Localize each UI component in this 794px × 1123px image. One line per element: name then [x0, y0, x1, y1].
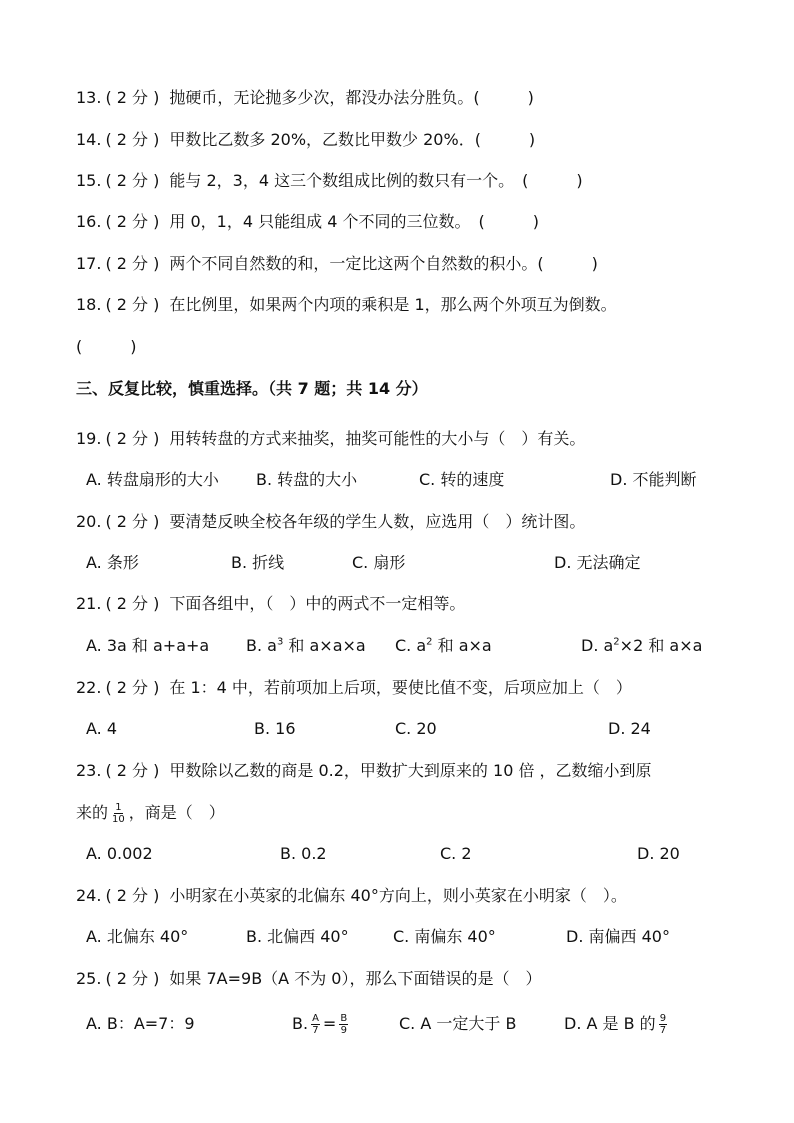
- option-a[interactable]: A. 转盘扇形的大小: [86, 470, 219, 489]
- question-text: 抛硬币，无论抛多少次，都没办法分胜负。( ): [169, 88, 534, 107]
- option-d[interactable]: D. 无法确定: [554, 553, 641, 572]
- option-a[interactable]: A. 0.002: [86, 844, 153, 863]
- question-score: ( 2 分 ): [105, 429, 160, 448]
- option-a[interactable]: A. 条形: [86, 553, 139, 572]
- option-b[interactable]: B. 转盘的大小: [256, 470, 358, 489]
- option-a[interactable]: A. 4: [86, 719, 118, 738]
- fraction-denominator: 7: [312, 1025, 319, 1036]
- option-b[interactable]: B. 北偏西 40°: [246, 927, 349, 946]
- options-23: [86, 844, 726, 864]
- fraction: [659, 1013, 667, 1036]
- question-text: 在比例里，如果两个内项的乘积是 1，那么两个外项互为倒数。: [169, 295, 617, 314]
- question-20: [76, 512, 585, 532]
- option-d[interactable]: [564, 1010, 670, 1038]
- question-text: 来的: [76, 803, 109, 822]
- fraction-numerator: A: [312, 1013, 319, 1024]
- question-score: ( 2 分 ): [105, 88, 160, 107]
- question-number: 20.: [76, 512, 102, 531]
- option-c[interactable]: C. A 一定大于 B: [399, 1014, 517, 1033]
- question-text: 下面各组中，（ ）中的两式不一定相等。: [169, 594, 466, 613]
- option-c[interactable]: [395, 636, 492, 656]
- options-19: [86, 470, 726, 490]
- option-b[interactable]: B. 16: [254, 719, 296, 738]
- options-25: [86, 1010, 726, 1038]
- answer-blank-18[interactable]: ( ): [76, 337, 137, 356]
- question-score: ( 2 分 ): [105, 761, 160, 780]
- option-c[interactable]: C. 2: [440, 844, 472, 863]
- question-score: ( 2 分 ): [105, 130, 160, 149]
- question-13: [76, 88, 534, 108]
- option-c-base: C. a: [395, 636, 427, 655]
- question-21: [76, 594, 465, 614]
- option-d-base: D. a: [581, 636, 614, 655]
- question-number: 16.: [76, 212, 102, 231]
- question-number: 25.: [76, 969, 102, 988]
- option-c[interactable]: C. 20: [395, 719, 437, 738]
- option-c[interactable]: C. 转的速度: [419, 470, 505, 489]
- question-number: 18.: [76, 295, 102, 314]
- fraction-numerator: 1: [115, 802, 122, 813]
- fraction-numerator: 9: [659, 1013, 667, 1024]
- question-score: ( 2 分 ): [105, 594, 160, 613]
- question-score: ( 2 分 ): [105, 254, 160, 273]
- option-d[interactable]: D. 不能判断: [610, 470, 697, 489]
- fraction-denominator: 9: [340, 1025, 347, 1036]
- option-b[interactable]: B. 折线: [231, 553, 285, 572]
- question-number: 21.: [76, 594, 102, 613]
- option-c[interactable]: C. 南偏东 40°: [393, 927, 496, 946]
- question-text: 甲数除以乙数的商是 0.2，甲数扩大到原来的 10 倍 ，乙数缩小到原: [169, 761, 652, 780]
- question-number: 17.: [76, 254, 102, 273]
- question-23: [76, 761, 652, 781]
- question-number: 13.: [76, 88, 102, 107]
- exponent: 3: [276, 636, 284, 648]
- question-18: [76, 295, 617, 315]
- option-c[interactable]: C. 扇形: [352, 553, 406, 572]
- question-number: 24.: [76, 886, 102, 905]
- fraction-denominator: 7: [659, 1025, 667, 1036]
- fraction-denominator: 10: [112, 814, 125, 825]
- question-number: 23.: [76, 761, 102, 780]
- question-14: [76, 130, 535, 150]
- question-number: 19.: [76, 429, 102, 448]
- option-d[interactable]: [581, 636, 702, 656]
- option-a[interactable]: A. B：A=7：9: [86, 1014, 195, 1033]
- question-text: 用 0，1，4 只能组成 4 个不同的三位数。 ( ): [169, 212, 539, 231]
- question-19: [76, 429, 585, 449]
- option-d[interactable]: D. 24: [608, 719, 651, 738]
- question-text: 要清楚反映全校各年级的学生人数，应选用（ ）统计图。: [169, 512, 586, 531]
- option-d[interactable]: D. 南偏西 40°: [566, 927, 670, 946]
- option-b-base: B. a: [246, 636, 277, 655]
- question-score: ( 2 分 ): [105, 886, 160, 905]
- option-a[interactable]: A. 3a 和 a+a+a: [86, 636, 210, 655]
- fraction: [339, 1013, 348, 1036]
- option-a[interactable]: A. 北偏东 40°: [86, 927, 189, 946]
- question-number: 14.: [76, 130, 102, 149]
- question-16: [76, 212, 539, 232]
- question-score: ( 2 分 ): [105, 678, 160, 697]
- question-text: 在 1：4 中，若前项加上后项，要使比值不变，后项应加上（ ）: [169, 678, 632, 697]
- fraction: [111, 802, 126, 825]
- question-score: ( 2 分 ): [105, 212, 160, 231]
- question-number: 15.: [76, 171, 102, 190]
- option-b-label: B.: [292, 1014, 309, 1033]
- equals-sign: =: [322, 1014, 337, 1033]
- question-text: ，商是（ ）: [128, 803, 225, 822]
- question-22: [76, 678, 632, 698]
- option-b[interactable]: [292, 1010, 351, 1038]
- question-text: 能与 2，3，4 这三个数组成比例的数只有一个。 ( ): [169, 171, 583, 190]
- section-title: 三、反复比较，慎重选择。（共 7 题；共 14 分）: [76, 379, 428, 398]
- question-text: 如果 7A=9B（A 不为 0），那么下面错误的是（ ）: [169, 969, 542, 988]
- question-24: [76, 886, 627, 906]
- question-text: 小明家在小英家的北偏东 40°方向上，则小英家在小明家（ ）。: [169, 886, 627, 905]
- options-22: [86, 719, 726, 739]
- question-score: ( 2 分 ): [105, 512, 160, 531]
- question-15: [76, 171, 583, 191]
- option-d-rest: ×2 和 a×a: [619, 636, 703, 655]
- question-25: [76, 969, 541, 989]
- option-d-label: D. A 是 B 的: [564, 1014, 656, 1033]
- question-score: ( 2 分 ): [105, 295, 160, 314]
- option-b[interactable]: [246, 636, 366, 656]
- fraction: [311, 1013, 320, 1036]
- exponent: 2: [426, 636, 433, 648]
- question-23-continued: [76, 800, 225, 826]
- question-text: 两个不同自然数的和，一定比这两个自然数的积小。( ): [169, 254, 598, 273]
- option-c-rest: 和 a×a: [432, 636, 492, 655]
- option-b-rest: 和 a×a×a: [283, 636, 366, 655]
- question-score: ( 2 分 ): [105, 969, 160, 988]
- option-d[interactable]: D. 20: [637, 844, 680, 863]
- option-b[interactable]: B. 0.2: [280, 844, 327, 863]
- question-text: 甲数比乙数多 20%，乙数比甲数少 20%．( ): [169, 130, 536, 149]
- options-20: [86, 553, 726, 573]
- exponent: 2: [613, 636, 620, 648]
- options-24: [86, 927, 726, 947]
- question-number: 22.: [76, 678, 102, 697]
- question-17: [76, 254, 598, 274]
- options-21: [86, 636, 726, 656]
- question-score: ( 2 分 ): [105, 171, 160, 190]
- question-text: 用转转盘的方式来抽奖，抽奖可能性的大小与（ ）有关。: [169, 429, 586, 448]
- fraction-numerator: B: [340, 1013, 348, 1024]
